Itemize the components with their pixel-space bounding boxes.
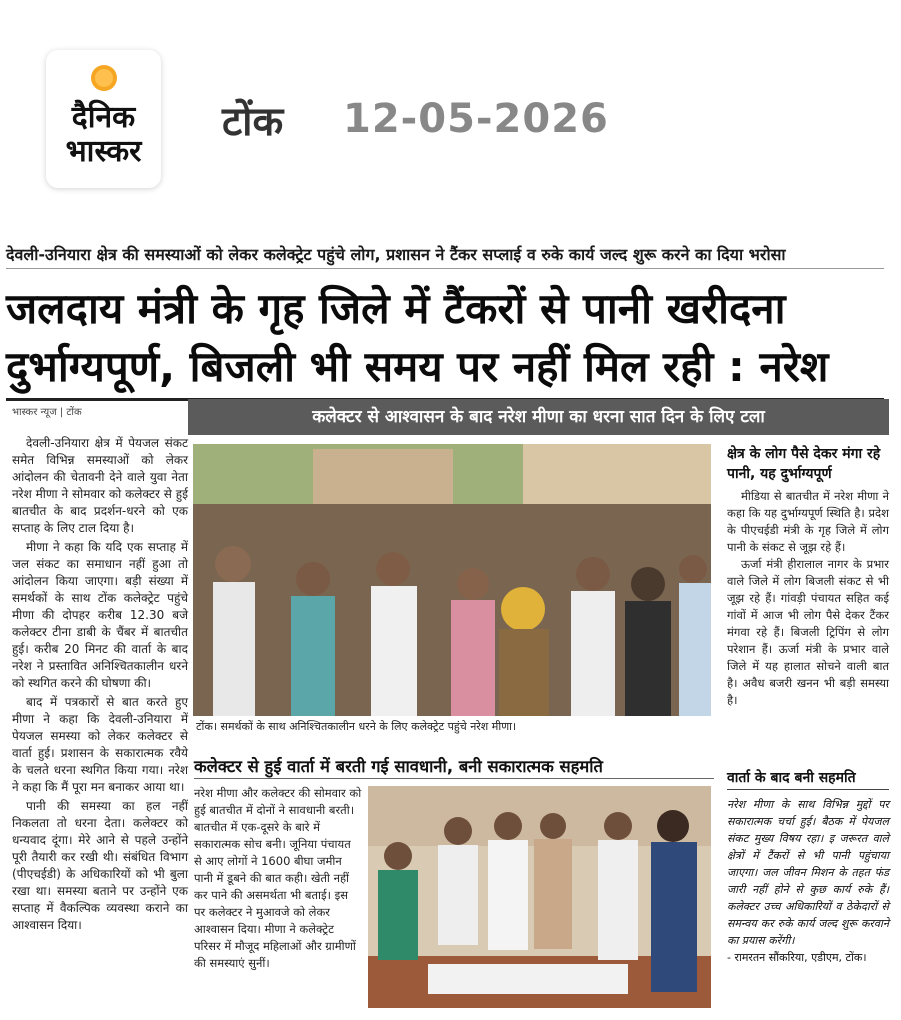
subheadline: कलेक्टर से हुई वार्ता में बरती गई सावधानी, बनी सकारात्मक सहमति — [194, 757, 603, 776]
quote-credit: - रामरतन सौंकरिया, एडीएम, टोंक। — [727, 951, 867, 964]
quote-body: नरेश मीणा के साथ विभिन्न मुद्दों पर सकारात्मक चर्चा हुई। बैठक में पेयजल संकट मुख्य विषय रहा। इ जरूरत वाले क्षेत्रों में टैंकरों से भी पानी पहुंचाया जाएगा। जल जीवन मिशन के तहत फंड जारी नहीं होने से कुछ कार्य रुके हैं। कलेक्टर उच्च अधिकारियों व ठेकेदारों से समन्वय कर रुके कार्य जल्द शुरू करवाने का प्रयास करेंगी। — [727, 798, 889, 947]
crowd-photo-illustration — [193, 444, 711, 716]
meeting-photo — [368, 786, 711, 1008]
sidebar-box — [727, 768, 889, 966]
masthead — [0, 0, 901, 205]
paragraph: मीडिया से बातचीत में नरेश मीणा ने कहा कि यह दुर्भाग्यपूर्ण स्थिति है। प्रदेश के पीएचईडी मंत्री के गृह जिले में लोग पानी के संकट से जूझ रहे हैं। — [727, 489, 889, 554]
logo-text-bhaskar: भास्कर — [65, 134, 142, 169]
paragraph: मीणा ने कहा कि यदि एक सप्ताह में जल संकट का समाधान नहीं हुआ तो आंदोलन किया जाएगा। बड़ी संख्या में समर्थकों के साथ टोंक कलेक्ट्रेट पहुंचे मीणा की दोपहर करीब 12.30 बजे कलेक्टर टीना डाबी के चैंबर में बातचीत हुई। करीब 20 मिनट की वार्ता के बाद नरेश ने प्रस्तावित अनिश्चितकालीन धरने को स्थगित करने की घोषणा की। — [12, 540, 188, 690]
paragraph: पानी की समस्या का हल नहीं निकलता तो धरना देता। कलेक्टर को धन्यवाद दूंगा। मेरे आने से पहले उन्होंने पूरी तैयारी कर रखी थी। संबंधित विभाग (पीएचईडी) के अधिकारियों को भी बुला रखा था। समस्या बताने पर उन्होंने एक सप्ताह में वैकल्पिक व्यवस्था कराने का आश्वासन दिया। — [12, 799, 188, 932]
sun-icon — [88, 62, 120, 94]
meeting-photo-illustration — [368, 786, 711, 1008]
main-headline — [6, 280, 886, 396]
subheading: क्षेत्र के लोग पैसे देकर मंगा रहे पानी, यह दुर्भाग्यपूर्ण — [727, 446, 881, 482]
headline-line-1: जलदाय मंत्री के गृह जिले में टैंकरों से पानी खरीदना — [6, 284, 786, 333]
dainik-bhaskar-logo — [46, 50, 161, 188]
photo-caption: टोंक। समर्थकों के साथ अनिश्चितकालीन धरने के लिए कलेक्ट्रेट पहुंचे नरेश मीणा। — [196, 720, 517, 733]
divider — [194, 778, 714, 779]
left-column — [12, 404, 188, 936]
paragraph: बाद में पत्रकारों से बात करते हुए मीणा ने कहा कि देवली-उनियारा में पेयजल समस्या को लेकर कलेक्टर से वार्ता हुई। प्रशासन के सकारात्मक रवैये के चलते धरना स्थगित किया गया। नरेश ने कहा कि मैं पूरा मन बनाकर आया था। — [12, 695, 188, 794]
edition-city: टोंक — [222, 99, 284, 145]
paragraph: देवली-उनियारा क्षेत्र में पेयजल संकट समेत विभिन्न समस्याओं को लेकर आंदोलन की चेतावनी देने वाले युवा नेता नरेश मीणा ने सोमवार को कलेक्टर से हुई बातचीत के बाद प्रदर्शन-धरने को एक सप्ताह के लिए टाल दिया है। — [12, 436, 188, 535]
logo-text-dainik: दैनिक — [71, 100, 136, 135]
subheading: वार्ता के बाद बनी सहमति — [727, 768, 889, 790]
divider — [6, 268, 884, 269]
right-column — [727, 444, 889, 709]
paragraph: नरेश मीणा और कलेक्टर की सोमवार को हुई बातचीत में दोनों ने सावधानी बरती। बातचीत में एक-दूसरे के बारे में सकारात्मक सोच बनी। जूनिया पंचायत से आए लोगों ने 1600 बीघा जमीन पानी में डूबने की बात कही। खेती नहीं कर पाने की असमर्थता भी बताई। इस पर कलेक्टर ने मुआवजे को लेकर आश्वासन दिया। मीणा ने कलेक्ट्रेट परिसर में मौजूद महिलाओं और ग्रामीणों की समस्याएं सुनीं। — [194, 786, 362, 970]
paragraph: ऊर्जा मंत्री हीरालाल नागर के प्रभार वाले जिले में लोग बिजली संकट से भी जूझ रहे हैं। गांवड़ी पंचायत सहित कई गांवों में आज भी लोग पैसे देकर टैंकर मंगवा रहे हैं। बिजली ट्रिपिंग से लोग परेशान हैं। ऊर्जा मंत्री के प्रभार वाले जिले में यह हालात सोचने वाली बात है। अवैध बजरी खनन भी बड़ी समस्या है। — [727, 557, 889, 707]
story-banner: कलेक्टर से आश्वासन के बाद नरेश मीणा का धरना सात दिन के लिए टला — [188, 399, 889, 435]
quote-text — [727, 796, 889, 966]
crowd-photo — [193, 444, 711, 716]
kicker-line: देवली-उनियारा क्षेत्र की समस्याओं को लेकर कलेक्ट्रेट पहुंचे लोग, प्रशासन ने टैंकर सप्लाई व रुके कार्य जल्द शुरू करने का दिया भरोसा — [6, 245, 786, 264]
headline-line-2: दुर्भाग्यपूर्ण, बिजली भी समय पर नहीं मिल रही : नरेश — [6, 342, 829, 391]
edition-date: 12-05-2026 — [343, 96, 609, 142]
middle-column — [194, 785, 362, 972]
byline: भास्कर न्यूज | टोंक — [12, 407, 82, 418]
